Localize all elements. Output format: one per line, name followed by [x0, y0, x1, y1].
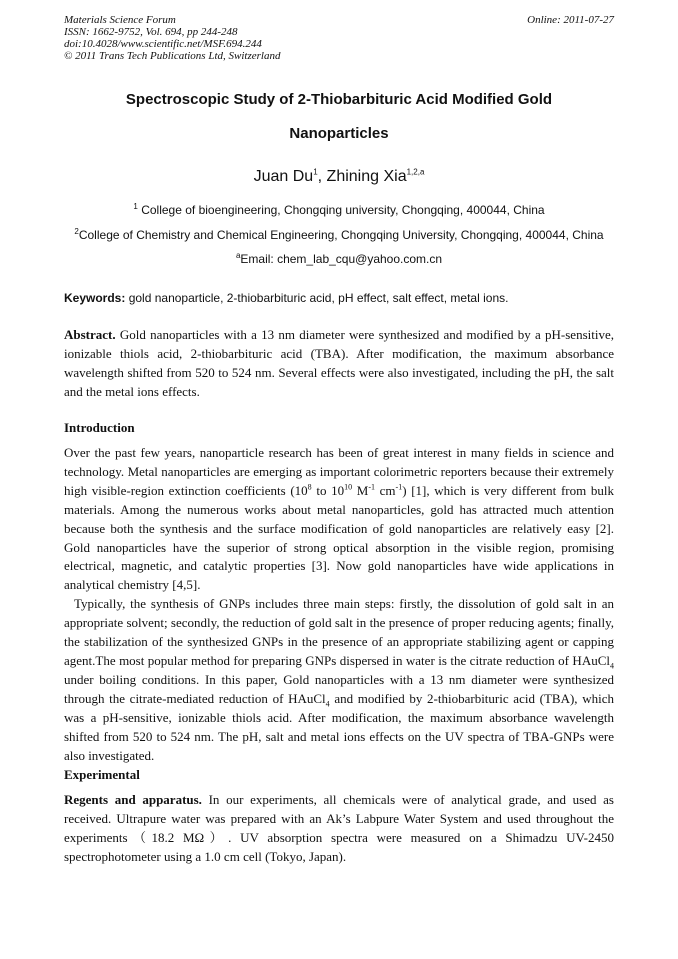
copyright: © 2011 Trans Tech Publications Ltd, Switzerland [64, 50, 281, 62]
abstract [64, 326, 614, 402]
doi: doi:10.4028/www.scientific.net/MSF.694.244 [64, 38, 262, 50]
experimental-heading: Experimental [64, 767, 140, 782]
regents-label: Regents and apparatus. [64, 792, 202, 807]
online-date: Online: 2011-07-27 [527, 14, 614, 26]
intro-paragraph-1 [64, 444, 614, 595]
affiliation-1 [64, 203, 614, 217]
keywords-text: gold nanoparticle, 2-thiobarbituric acid, pH effect, salt effect, metal ions. [125, 291, 509, 305]
intro-p1-text: to 10 [311, 482, 345, 498]
affiliation-1-text: College of bioengineering, Chongqing university, Chongqing, 400044, China [137, 203, 545, 217]
intro-paragraph-2 [64, 595, 614, 765]
subscript: 4 [325, 699, 330, 709]
intro-p2-text: under boiling conditions. In this paper, Gold nanoparticles with a 13 nm diameter were synthesized through the citrate-mediated reduction of HAuCl [64, 671, 614, 706]
experimental-body [64, 791, 614, 867]
author-2-affil: 1,2,a [406, 167, 425, 177]
introduction-heading: Introduction [64, 420, 135, 435]
authors [0, 168, 678, 186]
abstract-label: Abstract. [64, 327, 116, 342]
affiliation-2 [60, 228, 618, 242]
keywords [64, 291, 614, 305]
email-marker: a [235, 251, 241, 260]
exponent: 8 [307, 482, 312, 492]
exponent: -1 [368, 482, 375, 492]
introduction-body [64, 444, 614, 765]
affiliation-1-marker: 1 [133, 202, 138, 211]
affiliation-2-text: College of Chemistry and Chemical Engineering, Chongqing University, Chongqing, 400044, China [78, 228, 604, 242]
journal-name: Materials Science Forum [64, 14, 176, 26]
regents-text: In our experiments, all chemicals were of analytical grade, and used as received. Ultrapure water was prepared with an Ak’s Labpure Water System and used throughout the experiments（18.2 MΩ）. UV absorption spectra were measured on a Shimadzu UV-2450 spectrophotometer using a 1.0 cm cell (Tokyo, Japan). [64, 792, 614, 864]
intro-p2-text: and modified by 2-thiobarbituric acid (TBA), which was a pH-sensitive, ionizable thiols acid. After modification, the maximum absorbance wavelength shifted from 520 to 524 nm. The pH, salt and metal ions effects on the UV spectra of TBA-GNPs were also investigated. [64, 690, 614, 763]
email-line [64, 252, 614, 266]
abstract-text: Gold nanoparticles with a 13 nm diameter were synthesized and modified by a pH-sensitive, ionizable thiols acid, 2-thiobarbituric acid (TBA). After modification, the maximum absorbance wavelength shifted from 520 to 524 nm. Several effects were also investigated, including the pH, the salt and the metal ions effects. [64, 327, 614, 399]
author-2: Zhining Xia [326, 168, 407, 185]
intro-p1-text: cm [375, 482, 396, 498]
journal-header [64, 14, 614, 62]
intro-p1-text: ) [1], which is very different from bulk materials. Among the numerous works about metal nanoparticles, gold has attracted much attention because both the synthesis and the surface modification of gold nanoparticles are relatively easy [2]. Gold nanoparticles have the superior of strong optical absorption in the visible region, promising electrical, magnetic, and catalytic properties [3]. Now gold nanoparticles have wide applications in analytical chemistry [4,5]. [64, 482, 614, 593]
author-1: Juan Du [253, 168, 314, 185]
keywords-label: Keywords: [64, 291, 126, 305]
email-text: Email: chem_lab_cqu@yahoo.com.cn [240, 252, 443, 266]
intro-p1-text: Over the past few years, nanoparticle research has been of great interest in many fields in science and technology. Metal nanoparticles are emerging as important colorimetric reporters because their extremely high visible-region extinction coefficients (10 [64, 445, 614, 498]
paper-title-line2: Nanoparticles [289, 125, 389, 142]
exponent: 10 [344, 482, 353, 492]
affiliation-2-marker: 2 [74, 227, 79, 236]
exponent: -1 [395, 482, 403, 492]
subscript: 4 [610, 661, 614, 671]
author-separator: , [317, 168, 327, 185]
issn: ISSN: 1662-9752, Vol. 694, pp 244-248 [64, 26, 238, 38]
author-1-affil: 1 [313, 167, 318, 177]
intro-p2-text: Typically, the synthesis of GNPs includes three main steps: firstly, the dissolution of gold salt in an appropriate solvent; secondly, the reduction of gold salt in the presence of proper reducing agents; finally, the stabilization of the synthesized GNPs in the presence of an appropriate stabilizing agent or capping agent.The most popular method for preparing GNPs dispersed in water is the citrate reduction of HAuCl [64, 596, 614, 668]
paper-title-line1: Spectroscopic Study of 2-Thiobarbituric Acid Modified Gold [125, 91, 553, 108]
intro-p1-text: M [352, 482, 369, 498]
